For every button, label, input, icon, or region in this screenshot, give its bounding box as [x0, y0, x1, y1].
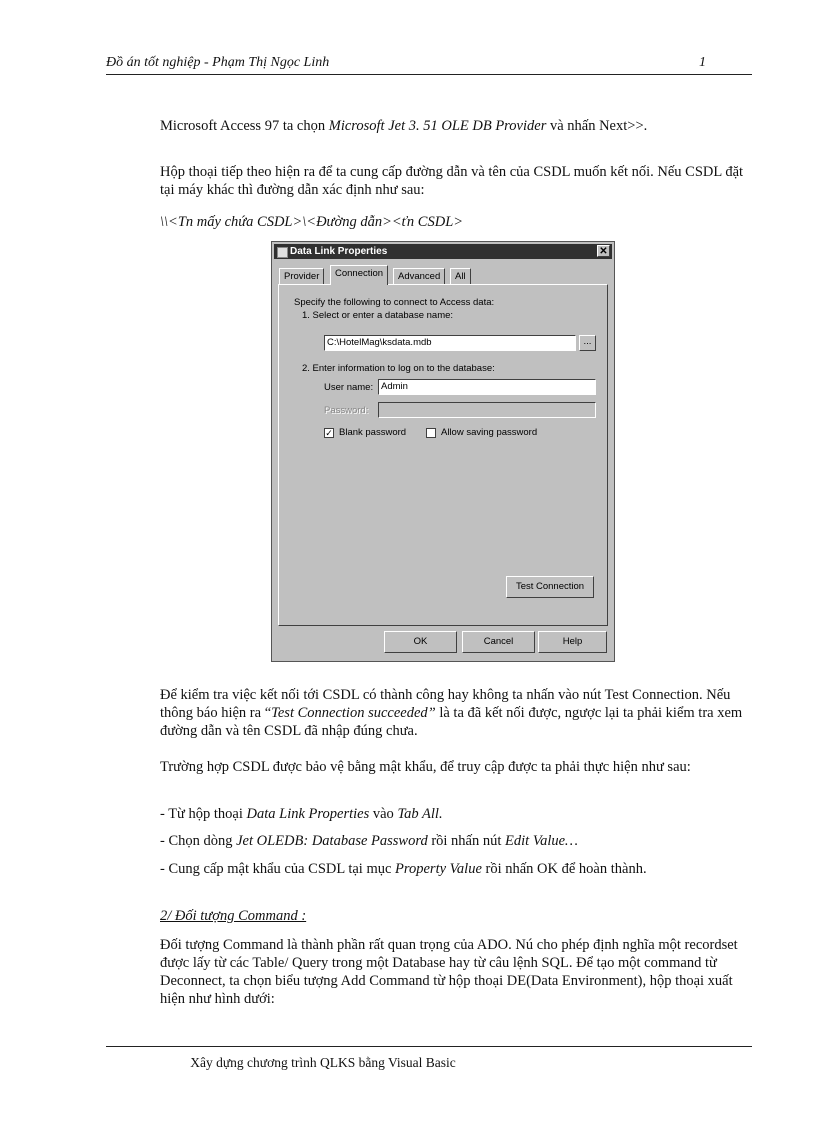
- step-item-3: [160, 860, 754, 878]
- tab-connection[interactable]: Connection: [330, 265, 388, 285]
- blank-password-checkbox[interactable]: ✓: [325, 428, 333, 438]
- text: Để kiểm tra việc kết nối tới CSDL có thành công hay không ta nhấn vào nút Test Connection. Nếu thông báo hiện ra “: [160, 687, 731, 721]
- paragraph-dialog-intro: Hộp thoại tiếp theo hiện ra để ta cung cấp đường dẫn và tên của CSDL muốn kết nối. Nếu CSDL đặt tại máy khác thì đường dẫn xác định như sau:: [160, 164, 744, 198]
- step1-label: 1. Select or enter a database name:: [302, 310, 454, 321]
- footer-rule: [106, 1046, 752, 1047]
- close-button[interactable]: ✕: [597, 245, 610, 257]
- section-heading: 2/ Đối tượng Command :: [160, 908, 307, 924]
- ok-button[interactable]: OK: [384, 631, 457, 653]
- text: rồi nhấn nút: [427, 833, 506, 849]
- header-title: Đồ án tốt nghiệp - Phạm Thị Ngọc Linh: [106, 55, 330, 70]
- tab-advanced[interactable]: Advanced: [393, 268, 445, 285]
- field-name: Property Value: [395, 861, 482, 877]
- allow-saving-password-checkbox[interactable]: [426, 428, 436, 438]
- property-name: Jet OLEDB: Database Password: [236, 833, 428, 849]
- text: là ta đã kết nối được, ngược lại ta phải kiểm tra xem đường dẫn và tên CSDL đã nhập đúng chưa.: [160, 705, 743, 739]
- blank-password-label: Blank password: [339, 427, 407, 438]
- text: - Cung cấp mật khẩu của CSDL tại mục: [160, 861, 396, 877]
- paragraph-test-connection: [160, 686, 754, 740]
- text: - Chọn dòng: [160, 833, 237, 849]
- help-button[interactable]: Help: [538, 631, 607, 653]
- dialog-title: Data Link Properties: [290, 246, 388, 257]
- paragraph-provider: [160, 117, 754, 135]
- success-message: Test Connection succeeded”: [271, 705, 436, 721]
- dialog-titlebar: [274, 244, 612, 259]
- database-name-input[interactable]: C:\HotelMag\ksdata.mdb: [324, 335, 576, 351]
- allow-saving-password-label: Allow saving password: [441, 427, 538, 438]
- text: Microsoft Access 97 ta chọn: [160, 118, 329, 134]
- button-name: Edit Value…: [505, 833, 578, 849]
- dialog-app-icon: [277, 247, 288, 258]
- text: và nhấn Next>>.: [546, 118, 648, 134]
- provider-name: Microsoft Jet 3. 51 OLE DB Provider: [328, 118, 547, 134]
- step2-label: 2. Enter information to log on to the database:: [302, 363, 495, 374]
- dialog-name: Data Link Properties: [246, 806, 370, 822]
- footer-text: Xây dựng chương trình QLKS bằng Visual Basic: [190, 1055, 456, 1070]
- password-label: Password:: [324, 405, 369, 416]
- paragraph-command: Đối tượng Command là thành phần rất quan trọng của ADO. Nú cho phép định nghĩa một recordset được lấy từ các Table/ Query trong một Database hay từ câu lệnh SQL. Để tạo một command từ Deconnect, ta chọn biểu tượng Add Command từ hộp thoại DE(Data Environment), hộp thoại xuất hiện như hình dưới:: [160, 937, 738, 1007]
- paragraph-password-case: Trường hợp CSDL được bảo vệ bằng mật khẩu, để truy cập được ta phải thực hiện như sau:: [160, 759, 691, 775]
- tab-name: Tab All.: [397, 806, 443, 822]
- browse-button[interactable]: ...: [579, 335, 596, 351]
- step-item-1: [160, 805, 754, 823]
- path-format: \\<Tn mấy chứa CSDL>\<Đường dẫn><ťn CSDL>: [160, 214, 464, 230]
- text: rồi nhấn OK để hoàn thành.: [481, 861, 647, 877]
- data-link-properties-dialog: [271, 241, 615, 662]
- step-item-2: [160, 832, 754, 850]
- user-name-label: User name:: [324, 382, 374, 393]
- text: - Từ hộp thoại: [160, 806, 247, 822]
- text: vào: [369, 806, 398, 822]
- cancel-button[interactable]: Cancel: [462, 631, 535, 653]
- user-name-input[interactable]: Admin: [378, 379, 596, 395]
- tab-all[interactable]: All: [450, 268, 471, 285]
- page-number: 1: [699, 55, 706, 70]
- intro-label: Specify the following to connect to Access data:: [294, 297, 495, 308]
- test-connection-button[interactable]: Test Connection: [506, 576, 594, 598]
- page-header: [106, 54, 752, 75]
- tab-provider[interactable]: Provider: [279, 268, 324, 285]
- password-input[interactable]: [378, 402, 596, 418]
